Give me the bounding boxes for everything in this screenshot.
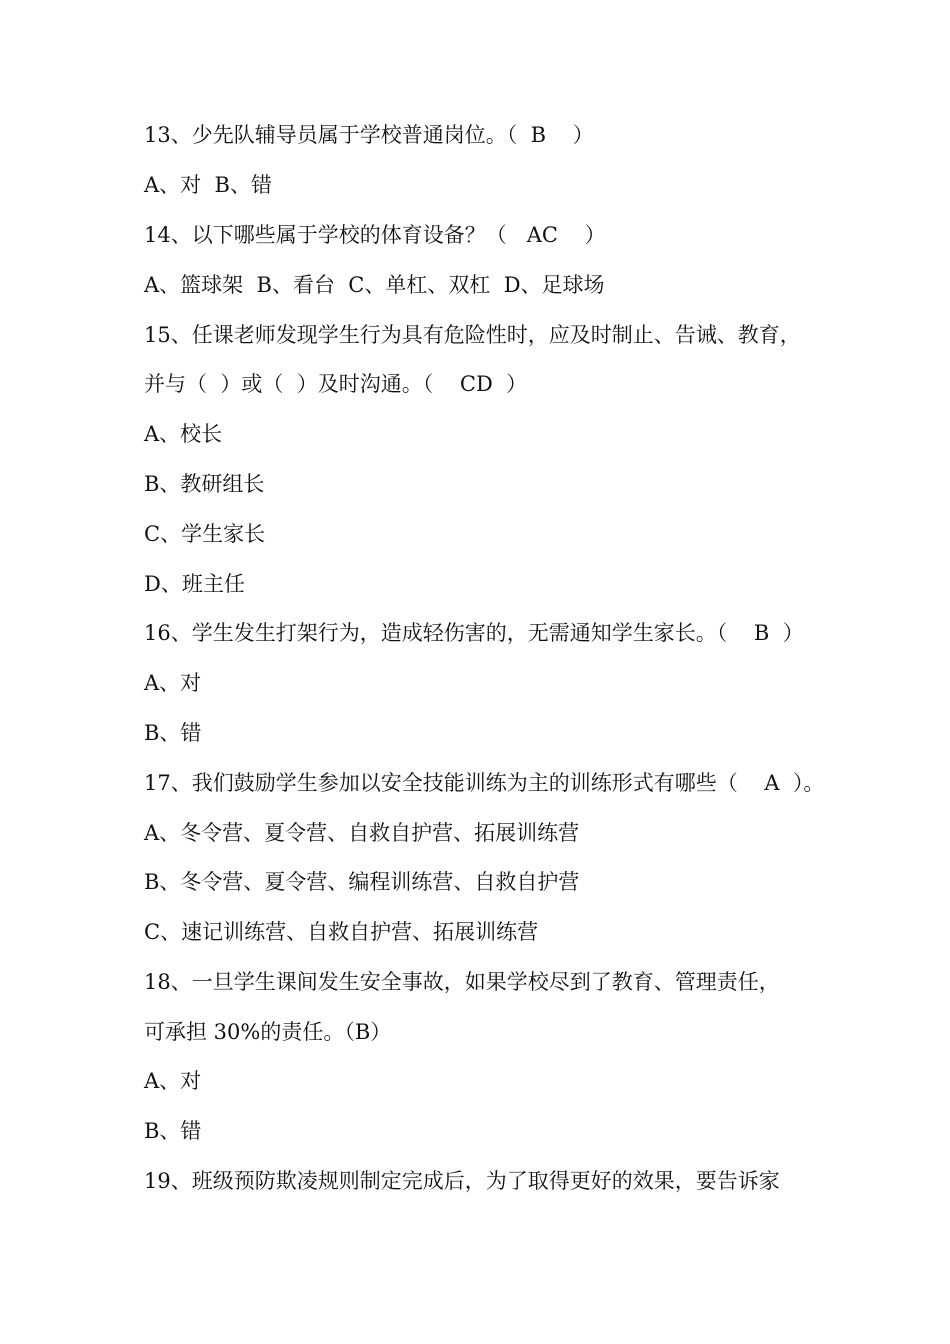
- question-17-option-c: C、速记训练营、自救自护营、拓展训练营: [144, 920, 539, 944]
- question-15-option-c: C、学生家长: [144, 522, 266, 546]
- question-15: 15、任课老师发现学生行为具有危险性时，应及时制止、告诫、教育，: [144, 323, 801, 347]
- question-19: 19、班级预防欺凌规则制定完成后，为了取得更好的效果，要告诉家: [144, 1169, 780, 1193]
- question-18-option-b: B、错: [144, 1119, 202, 1143]
- question-18: 18、一旦学生课间发生安全事故，如果学校尽到了教育、管理责任，: [144, 970, 780, 994]
- question-16: 16、学生发生打架行为，造成轻伤害的，无需通知学生家长。（ B ）: [144, 621, 804, 645]
- question-13-options: A、对 B、错: [144, 173, 272, 197]
- question-14-options: A、篮球架 B、看台 C、单杠、双杠 D、足球场: [144, 273, 605, 297]
- question-17-option-a: A、冬令营、夏令营、自救自护营、拓展训练营: [144, 821, 580, 845]
- question-13: 13、少先队辅导员属于学校普通岗位。（ B ）: [144, 123, 594, 147]
- question-17: 17、我们鼓励学生参加以安全技能训练为主的训练形式有哪些（ A ）。: [144, 771, 825, 795]
- question-15-option-d: D、班主任: [144, 572, 245, 596]
- question-16-option-b: B、错: [144, 721, 202, 745]
- question-17-option-b: B、冬令营、夏令营、编程训练营、自救自护营: [144, 870, 580, 894]
- question-15-option-a: A、校长: [144, 422, 223, 446]
- question-15-continued: 并与（ ）或（ ）及时沟通。（ CD ）: [144, 372, 528, 396]
- question-14: 14、以下哪些属于学校的体育设备？（ AC ）: [144, 223, 606, 247]
- question-18-continued: 可承担 30%的责任。（B）: [144, 1020, 392, 1044]
- question-16-option-a: A、对: [144, 671, 202, 695]
- question-15-option-b: B、教研组长: [144, 472, 265, 496]
- question-18-option-a: A、对: [144, 1069, 202, 1093]
